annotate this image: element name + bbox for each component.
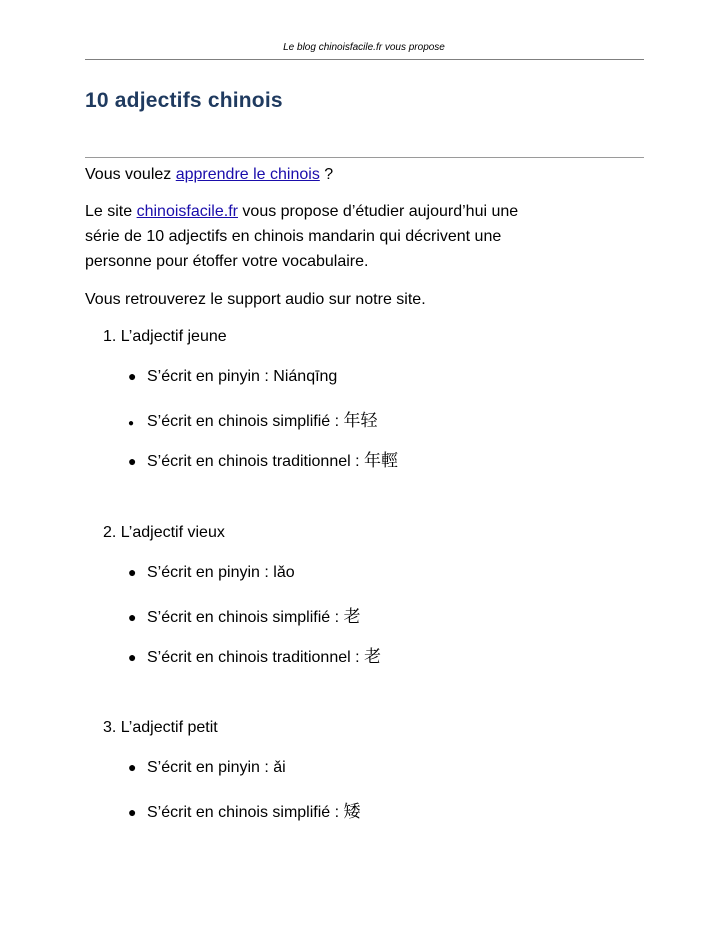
adjective-1-simplified-chars: 年轻 xyxy=(343,411,378,431)
bullet-icon: ● xyxy=(128,453,137,469)
adjective-2-heading: 2. L’adjectif vieux xyxy=(103,524,225,541)
adjective-2-simplified-chars: 老 xyxy=(343,607,361,627)
adjective-2-traditional xyxy=(128,642,381,667)
page-title: 10 adjectifs chinois xyxy=(85,89,283,112)
adjective-1-simplified xyxy=(128,406,378,431)
intro-question-text: Vous voulez xyxy=(85,166,176,183)
adjective-2-simplified xyxy=(128,602,361,627)
intro-paragraph-line-2: série de 10 adjectifs en chinois mandarin qui décrivent une xyxy=(85,228,502,245)
adjective-1-traditional-label: S’écrit en chinois traditionnel : xyxy=(147,453,364,470)
page-header: Le blog chinoisfacile.fr vous propose xyxy=(283,42,445,53)
adjective-1-heading: 1. L’adjectif jeune xyxy=(103,328,227,345)
adjective-2-traditional-chars: 老 xyxy=(364,647,381,667)
adjective-2-pinyin-text: S’écrit en pinyin : lǎo xyxy=(147,564,295,581)
audio-support-paragraph: Vous retrouverez le support audio sur notre site. xyxy=(85,291,426,308)
bullet-icon: ● xyxy=(128,418,135,429)
intro-paragraph-line-3: personne pour étoffer votre vocabulaire. xyxy=(85,253,369,270)
chinoisfacile-link[interactable]: chinoisfacile.fr xyxy=(136,203,238,220)
intro-question xyxy=(85,162,645,187)
adjective-3-pinyin-text: S’écrit en pinyin : ǎi xyxy=(147,759,286,776)
bullet-icon: ● xyxy=(128,759,137,775)
header-divider xyxy=(85,59,644,60)
adjective-3-simplified-label: S’écrit en chinois simplifié : xyxy=(147,804,344,821)
intro-paragraph-line-1 xyxy=(85,199,645,224)
title-divider xyxy=(85,157,644,158)
intro-text-start: Le site xyxy=(85,203,137,220)
adjective-2-simplified-label: S’écrit en chinois simplifié : xyxy=(147,609,344,626)
adjective-3-heading: 3. L’adjectif petit xyxy=(103,719,218,736)
intro-question-mark: ? xyxy=(319,166,334,183)
intro-text-rest: vous propose d’étudier aujourd’hui une xyxy=(237,203,519,220)
adjective-1-traditional-chars: 年輕 xyxy=(364,451,398,471)
bullet-icon: ● xyxy=(128,609,137,625)
bullet-icon: ● xyxy=(128,368,137,384)
adjective-3-simplified xyxy=(128,797,361,822)
adjective-1-traditional xyxy=(128,446,398,471)
apprendre-chinois-link[interactable]: apprendre le chinois xyxy=(175,166,320,183)
adjective-1-pinyin-text: S’écrit en pinyin : Niánqīng xyxy=(147,368,338,385)
adjective-3-pinyin xyxy=(128,759,286,777)
adjective-2-traditional-label: S’écrit en chinois traditionnel : xyxy=(147,649,364,666)
adjective-1-simplified-label: S’écrit en chinois simplifié : xyxy=(147,413,344,430)
adjective-1-pinyin xyxy=(128,368,337,386)
bullet-icon: ● xyxy=(128,564,137,580)
adjective-2-pinyin xyxy=(128,564,295,582)
intro-paragraph xyxy=(85,199,645,274)
adjective-3-simplified-chars: 矮 xyxy=(343,802,361,822)
bullet-icon: ● xyxy=(128,804,137,820)
bullet-icon: ● xyxy=(128,649,137,665)
